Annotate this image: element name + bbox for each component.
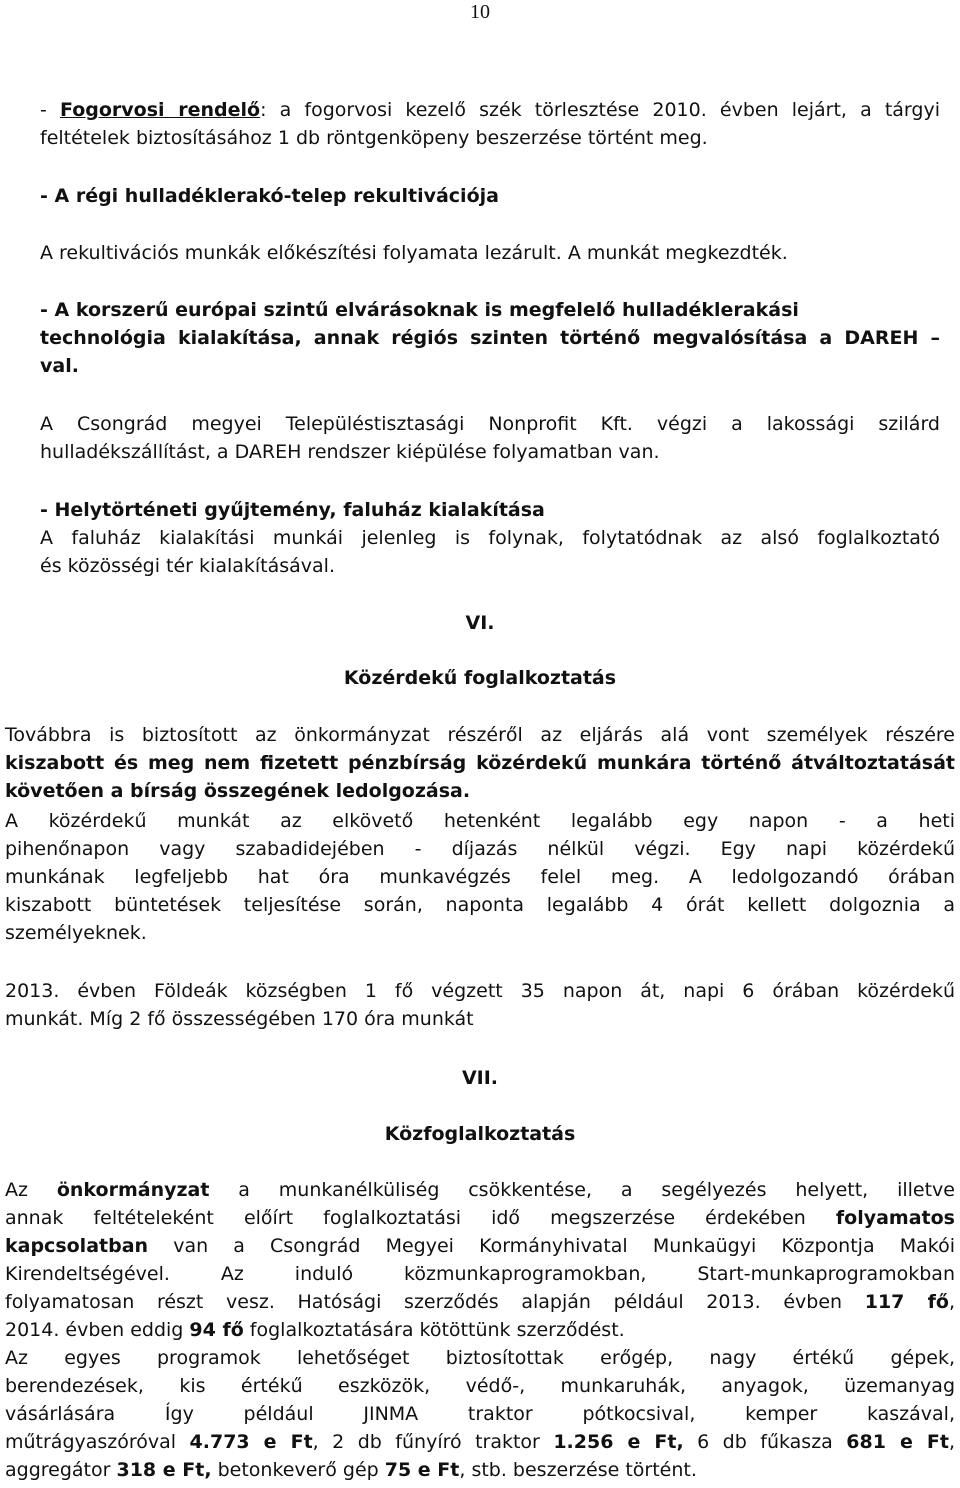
s7-l2a: annak feltételeként előírt foglalkoztatási idő megszerzése érdekében	[5, 1207, 836, 1229]
korszeru-text-line-1: A Csongrád megyei Településtisztasági Nonprofit Kft. végzi a lakossági szilárd	[40, 413, 940, 435]
korszeru-heading	[40, 296, 940, 380]
s7-l6b: 94 fő	[189, 1319, 244, 1341]
s7-line-3	[5, 1232, 955, 1260]
s7-line-6	[5, 1316, 955, 1344]
hulladek-telep-heading: - A régi hulladéklerakó-telep rekultivációja	[40, 185, 499, 207]
section-6-title: Közérdekű foglalkoztatás	[343, 667, 617, 689]
s7-m5c: betonkeverő gép	[211, 1459, 385, 1481]
s7-m5d: 75 e Ft	[384, 1459, 460, 1481]
helytorteneti-text	[40, 524, 940, 580]
fogorvosi-paragraph	[40, 96, 940, 152]
s6-p1-line-3: követően a bírság összegének ledolgozása.	[5, 780, 471, 802]
fogorvosi-title: Fogorvosi rendelő	[60, 99, 261, 121]
s7-line-4: Kirendeltségével. Az induló közmunkaprogramokban, Start-munkaprogramokban	[5, 1263, 955, 1285]
s7-line-2	[5, 1204, 955, 1232]
fogorvosi-line-1	[40, 96, 940, 124]
korszeru-heading-line-3: val.	[40, 355, 79, 377]
fogorvosi-line-1-text: : a fogorvosi kezelő szék törlesztése 2010. évben lejárt, a tárgyi	[260, 99, 940, 121]
section-7-paragraph-1	[5, 1176, 955, 1484]
s7-m-line-1: Az egyes programok lehetőséget biztosítottak erőgép, nagy értékű gépek,	[5, 1347, 955, 1369]
s6-p2-line-3: munkának legfeljebb hat óra munkavégzés felel meg. A ledolgozandó órában	[5, 866, 955, 888]
s7-m-line-4	[5, 1428, 955, 1456]
s7-l6a: 2014. évben eddig	[5, 1319, 190, 1341]
s6-p3-line-2: munkát. Míg 2 fő összességében 170 óra munkát	[5, 1008, 474, 1030]
section-7-title: Közfoglalkoztatás	[384, 1123, 576, 1145]
hulladek-telep-text: A rekultivációs munkák előkészítési folyamata lezárult. A munkát megkezdték.	[40, 242, 788, 264]
s7-m-line-3: vásárlására Így például JINMA traktor pótkocsival, kemper kaszával,	[5, 1403, 955, 1425]
section-6-numeral: VI.	[465, 612, 495, 634]
helytorteneti-heading: - Helytörténeti gyűjtemény, faluház kialakítása	[40, 499, 545, 521]
s7-l5b: 117 fő	[864, 1291, 949, 1313]
section-6-paragraph-1	[5, 721, 955, 805]
korszeru-text-line-2: hulladékszállítást, a DAREH rendszer kiépülése folyamatban van.	[40, 441, 660, 463]
s7-m5e: , stb. beszerzése történt.	[459, 1459, 697, 1481]
s7-l5c: ,	[948, 1291, 955, 1313]
s6-p2-line-5: személyeknek.	[5, 922, 147, 944]
s7-l3b: van a Csongrád Megyei Kormányhivatal Munkaügyi Központja Makói	[148, 1235, 955, 1257]
s7-m-line-5	[5, 1456, 955, 1484]
helytorteneti-line-2: és közösségi tér kialakításával.	[40, 555, 336, 577]
s7-m4a: műtrágyaszóróval	[5, 1431, 190, 1453]
section-6-paragraph-2	[5, 807, 955, 947]
s7-l1a: Az	[5, 1179, 57, 1201]
s6-p1-line-2: kiszabott és meg nem fizetett pénzbírság közérdekű munkára történő átváltoztatását	[5, 752, 955, 774]
s6-p3-line-1: 2013. évben Földeák községben 1 fő végzett 35 napon át, napi 6 órában közérdekű	[5, 980, 955, 1002]
page-number: 10	[470, 1, 490, 23]
section-6-paragraph-3	[5, 977, 955, 1033]
s7-line-1	[5, 1176, 955, 1204]
s7-m4f: 681 e Ft	[846, 1431, 949, 1453]
s6-p2-line-1: A közérdekű munkát az elkövető hetenként legalább egy napon - a heti	[5, 810, 955, 832]
helytorteneti-line-1: A faluház kialakítási munkái jelenleg is folynak, folytatódnak az alsó foglalkoztató	[40, 527, 940, 549]
s7-m4b: 4.773 e Ft	[189, 1431, 313, 1453]
s7-l1c: a munkanélküliség csökkentése, a segélyezés helyett, illetve	[209, 1179, 955, 1201]
s7-m4d: 1.256 e Ft,	[553, 1431, 684, 1453]
section-7-numeral: VII.	[461, 1067, 499, 1089]
s7-m-line-2: berendezések, kis értékű eszközök, védő-, munkaruhák, anyagok, üzemanyag	[5, 1375, 955, 1397]
s7-line-5	[5, 1288, 955, 1316]
s6-p2-line-4: kiszabott büntetések teljesítése során, naponta legalább 4 órát kellett dolgoznia a	[5, 894, 955, 916]
s7-m5a: aggregátor	[5, 1459, 117, 1481]
s7-m5b: 318 e Ft,	[116, 1459, 212, 1481]
s7-l6c: foglalkoztatására kötöttünk szerződést.	[243, 1319, 625, 1341]
s6-p2-line-2: pihenőnapon vagy szabadidejében - díjazás nélkül végzi. Egy napi közérdekű	[5, 838, 955, 860]
s7-l3a: kapcsolatban	[5, 1235, 149, 1257]
s7-l2b: folyamatos	[835, 1207, 955, 1229]
s7-l5a: folyamatosan részt vesz. Hatósági szerződés alapján például 2013. évben	[5, 1291, 865, 1313]
s7-m4c: , 2 db fűnyíró traktor	[312, 1431, 554, 1453]
s7-m4g: ,	[948, 1431, 956, 1453]
s7-m4e: 6 db fűkasza	[683, 1431, 847, 1453]
s6-p1-line-1: Továbbra is biztosított az önkormányzat részéről az eljárás alá vont személyek részére	[5, 724, 955, 746]
korszeru-heading-line-1: - A korszerű európai szintű elvárásoknak is megfelelő hulladéklerakási	[40, 299, 799, 321]
korszeru-heading-line-2: technológia kialakítása, annak régiós szinten történő megvalósítása a DAREH –	[40, 327, 940, 349]
fogorvosi-dash: -	[40, 99, 60, 121]
fogorvosi-line-2: feltételek biztosításához 1 db röntgenköpeny beszerzése történt meg.	[40, 127, 708, 149]
korszeru-text	[40, 410, 940, 466]
s7-l1b: önkormányzat	[56, 1179, 210, 1201]
